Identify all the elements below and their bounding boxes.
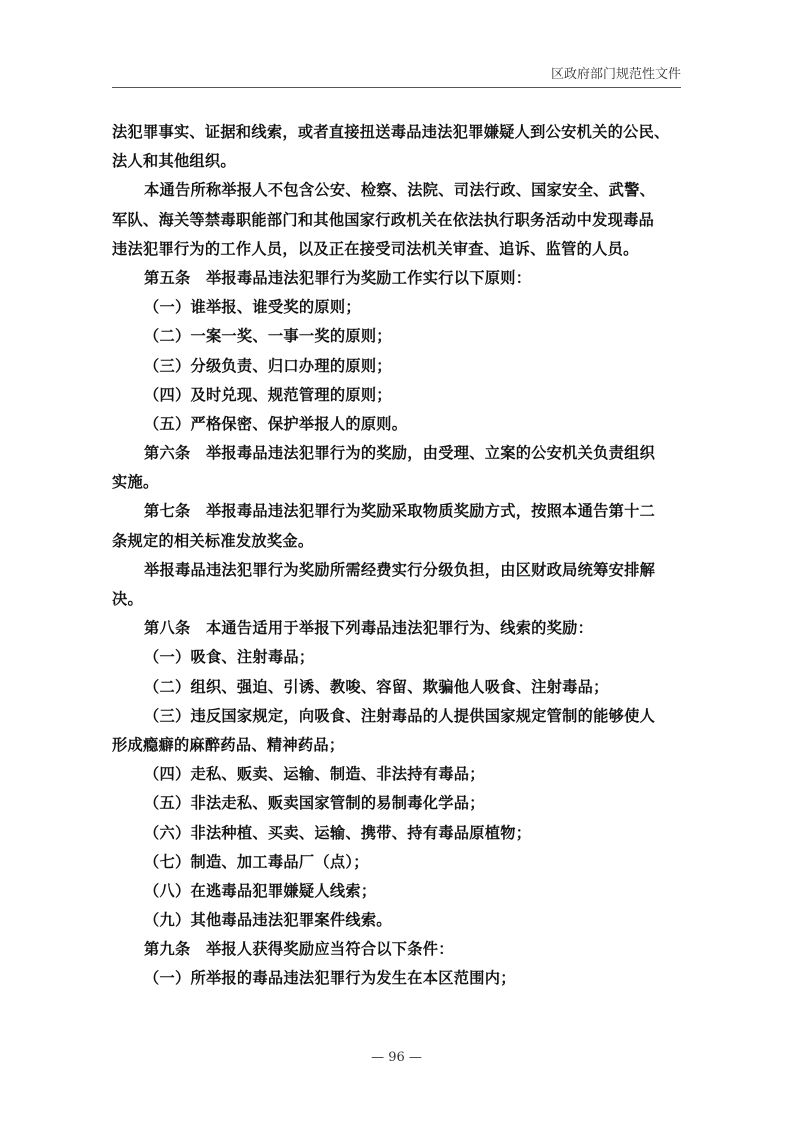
text-line: （六）非法种植、买卖、运输、携带、持有毒品原植物； [144,823,532,842]
text-line: 军队、海关等禁毒职能部门和其他国家行政机关在依法执行职务活动中发现毒品 [112,210,655,229]
text-line: （五）非法走私、贩卖国家管制的易制毒化学品； [144,794,485,813]
text-line: 决。 [112,590,143,608]
text-line: （九）其他毒品违法犯罪案件线索。 [144,911,392,930]
text-line: 法人和其他组织。 [112,152,236,171]
document-body [112,118,682,994]
text-line: 本通告所称举报人不包含公安、检察、法院、司法行政、国家安全、武警、 [144,181,656,200]
text-line: 第七条 举报毒品违法犯罪行为奖励采取物质奖励方式，按照本通告第十二 [144,502,656,521]
text-line: 形成瘾癖的麻醉药品、精神药品； [112,735,345,754]
page-number: — 96 — [371,1050,422,1065]
header-divider [112,87,681,88]
text-line: 违法犯罪行为的工作人员，以及正在接受司法机关审查、追诉、监管的人员。 [112,239,639,258]
text-line: 第九条 举报人获得奖励应当符合以下条件： [144,940,454,959]
text-line: （四）及时兑现、规范管理的原则； [144,385,392,404]
text-line: （二）组织、强迫、引诱、教唆、容留、欺骗他人吸食、注射毒品； [144,677,609,696]
text-line: （一）谁举报、谁受奖的原则； [144,298,361,317]
text-line: （三）分级负责、归口办理的原则； [144,356,392,375]
text-line: （三）违反国家规定，向吸食、注射毒品的人提供国家规定管制的能够使人 [144,706,656,725]
text-line: 法犯罪事实、证据和线索，或者直接扭送毒品违法犯罪嫌疑人到公安机关的公民、 [112,123,670,141]
text-line: （二）一案一奖、一事一奖的原则； [144,327,392,346]
text-line: （一）吸食、注射毒品； [144,648,315,667]
text-line: （五）严格保密、保护举报人的原则。 [144,414,408,433]
text-line: 第六条 举报毒品违法犯罪行为的奖励，由受理、立案的公安机关负责组织 [144,444,656,463]
text-line: （一）所举报的毒品违法犯罪行为发生在本区范围内； [144,969,516,988]
text-line: 实施。 [112,473,159,492]
running-header: 区政府部门规范性文件 [550,67,681,82]
text-line: 条规定的相关标准发放奖金。 [112,531,314,550]
text-line: 第五条 举报毒品违法犯罪行为奖励工作实行以下原则： [144,268,532,287]
text-line: （七）制造、加工毒品厂（点）； [144,852,369,871]
text-line: 举报毒品违法犯罪行为奖励所需经费实行分级负担，由区财政局统筹安排解 [144,560,656,579]
text-line: 第八条 本通告适用于举报下列毒品违法犯罪行为、线索的奖励： [144,619,594,638]
text-line: （八）在逃毒品犯罪嫌疑人线索； [144,881,377,900]
text-line: （四）走私、贩卖、运输、制造、非法持有毒品； [144,765,485,784]
